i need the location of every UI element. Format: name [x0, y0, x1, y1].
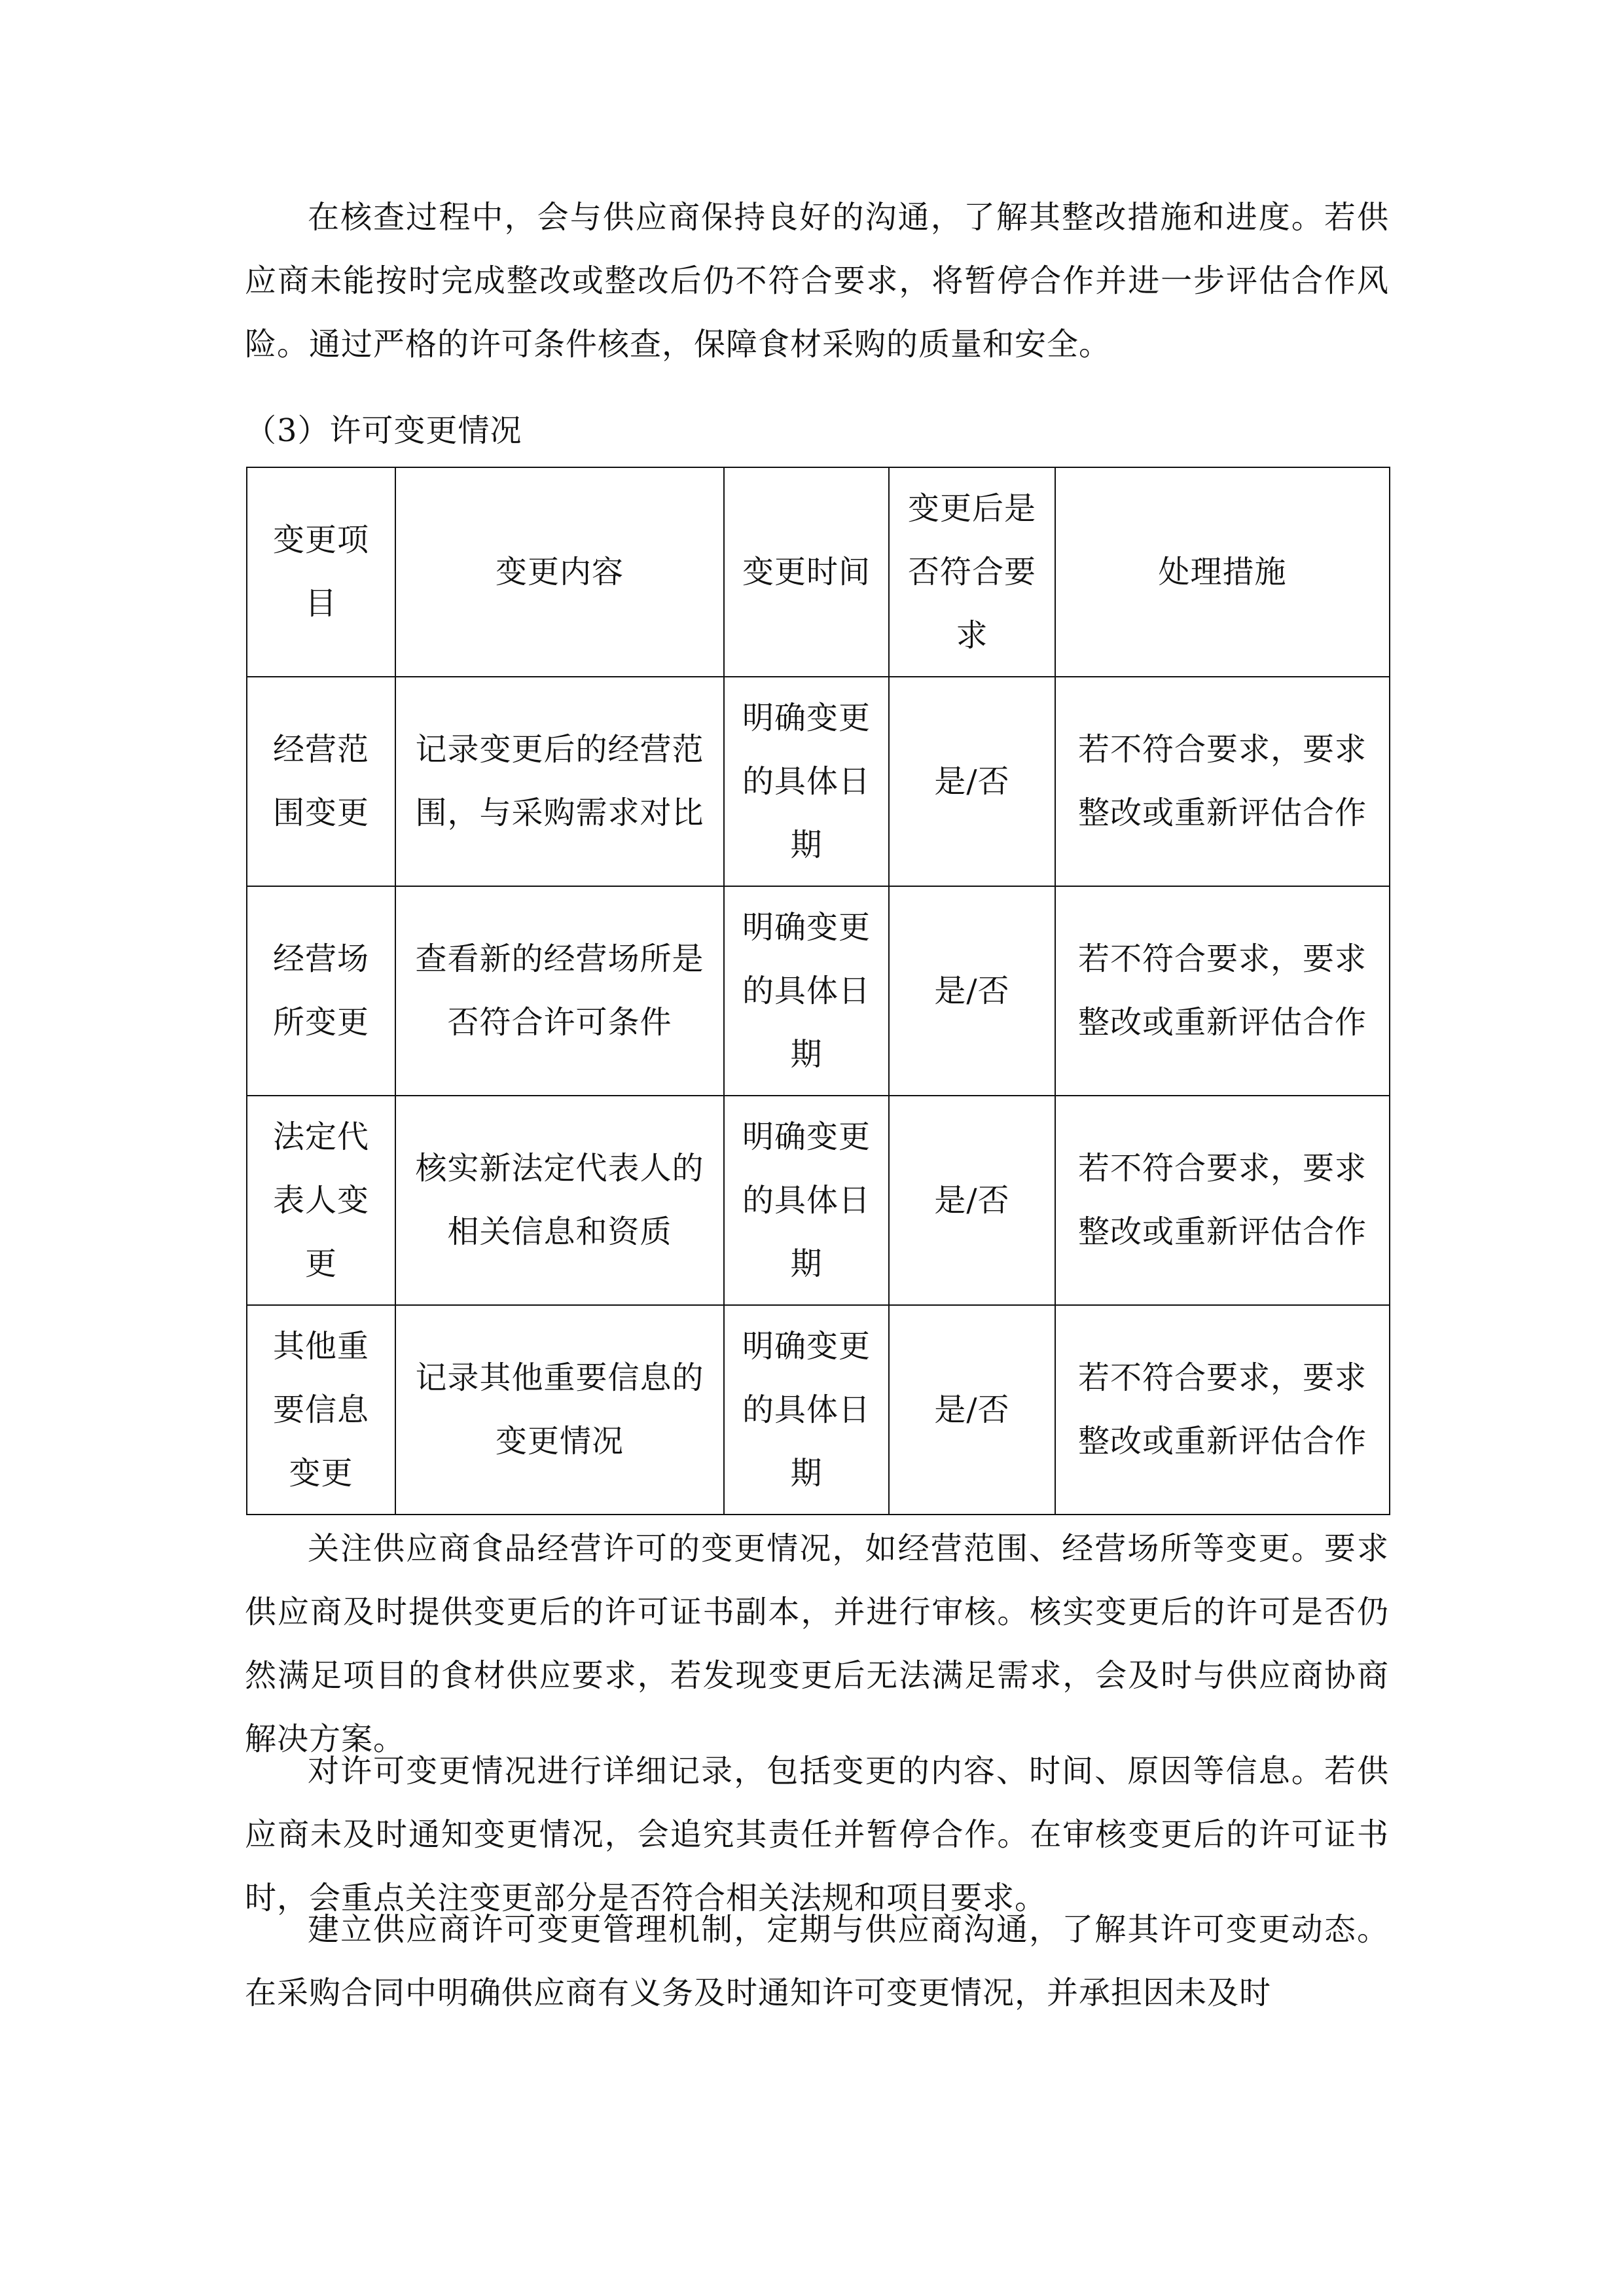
- license-change-table: [246, 467, 1390, 1515]
- paragraph-monitor-license-changes: 关注供应商食品经营许可的变更情况，如经营范围、经营场所等变更。要求供应商及时提供变更后的许可证书副本，并进行审核。核实变更后的许可是否仍然满足项目的食材供应要求，若发现变更后无法满足需求，会及时与供应商协商解决方案。: [245, 1530, 1389, 1757]
- paragraph-record-changes: 对许可变更情况进行详细记录，包括变更的内容、时间、原因等信息。若供应商未及时通知变更情况，会追究其责任并暂停合作。在审核变更后的许可证书时，会重点关注变更部分是否符合相关法规和项目要求。: [245, 1753, 1389, 1916]
- header-change-time: 变更时间: [724, 467, 889, 677]
- cell-change-content: 记录其他重要信息的变更情况: [395, 1305, 724, 1515]
- table-row: [247, 1305, 1390, 1515]
- cell-compliance: 是/否: [889, 1096, 1055, 1305]
- header-change-item: 变更项目: [247, 467, 395, 677]
- cell-handling-measures: 若不符合要求，要求整改或重新评估合作: [1055, 886, 1390, 1096]
- table-row: [247, 677, 1390, 886]
- header-change-content: 变更内容: [395, 467, 724, 677]
- cell-change-time: 明确变更的具体日期: [724, 1305, 889, 1515]
- cell-change-item: 法定代表人变更: [247, 1096, 395, 1305]
- cell-change-content: 查看新的经营场所是否符合许可条件: [395, 886, 724, 1096]
- cell-change-item: 其他重要信息变更: [247, 1305, 395, 1515]
- cell-change-content: 记录变更后的经营范围，与采购需求对比: [395, 677, 724, 886]
- cell-change-time: 明确变更的具体日期: [724, 1096, 889, 1305]
- table-header-row: [247, 467, 1390, 677]
- header-compliance-after-change: 变更后是否符合要求: [889, 467, 1055, 677]
- cell-compliance: 是/否: [889, 677, 1055, 886]
- cell-handling-measures: 若不符合要求，要求整改或重新评估合作: [1055, 1096, 1390, 1305]
- table-row: [247, 886, 1390, 1096]
- cell-change-content: 核实新法定代表人的相关信息和资质: [395, 1096, 724, 1305]
- section-heading-license-changes: （3）许可变更情况: [245, 412, 522, 449]
- cell-change-item: 经营场所变更: [247, 886, 395, 1096]
- cell-change-time: 明确变更的具体日期: [724, 677, 889, 886]
- cell-handling-measures: 若不符合要求，要求整改或重新评估合作: [1055, 1305, 1390, 1515]
- header-handling-measures: 处理措施: [1055, 467, 1390, 677]
- cell-compliance: 是/否: [889, 1305, 1055, 1515]
- cell-change-time: 明确变更的具体日期: [724, 886, 889, 1096]
- paragraph-verification-communication: 在核查过程中，会与供应商保持良好的沟通，了解其整改措施和进度。若供应商未能按时完成整改或整改后仍不符合要求，将暂停合作并进一步评估合作风险。通过严格的许可条件核查，保障食材采购的质量和安全。: [245, 199, 1389, 363]
- cell-change-item: 经营范围变更: [247, 677, 395, 886]
- table-row: [247, 1096, 1390, 1305]
- paragraph-change-management-mechanism: 建立供应商许可变更管理机制，定期与供应商沟通，了解其许可变更动态。在采购合同中明确供应商有义务及时通知许可变更情况，并承担因未及时: [245, 1911, 1389, 2011]
- cell-compliance: 是/否: [889, 886, 1055, 1096]
- cell-handling-measures: 若不符合要求，要求整改或重新评估合作: [1055, 677, 1390, 886]
